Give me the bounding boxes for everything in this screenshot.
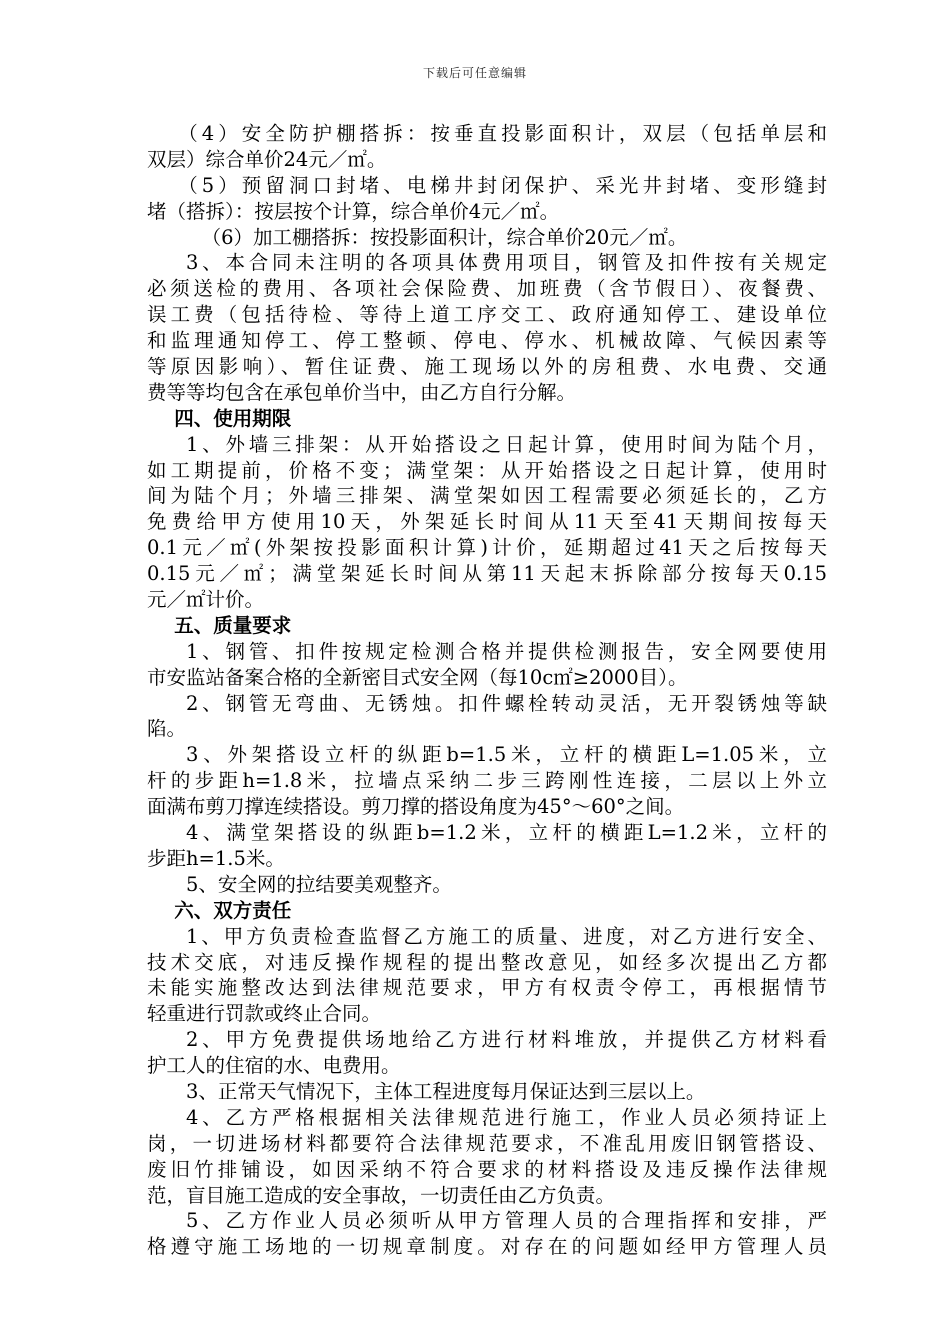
text-line: 5、乙方作业人员必须听从甲方管理人员的合理指挥和安排，严 <box>186 1209 827 1233</box>
text-line: （4）安全防护棚搭拆：按垂直投影面积计，双层（包括单层和 <box>178 122 827 145</box>
section-heading: 六、双方责任 <box>174 898 292 922</box>
text-line: 技术交底，对违反操作规程的提出整改意见，如经多次提出乙方都 <box>147 950 827 974</box>
text-line: 岗，一切进场材料都要符合法律规范要求，不准乱用废旧钢管搭设、 <box>147 1131 827 1155</box>
text-line: 市安监站备案合格的全新密目式安全网（每10c㎡≥2000目）。 <box>147 665 688 689</box>
text-line: 0.1元／㎡(外架按投影面积计算)计价，延期超过41天之后按每天 <box>147 536 827 560</box>
text-line: 3、正常天气情况下，主体工程进度每月保证达到三层以上。 <box>186 1079 706 1103</box>
text-line: 2、甲方免费提供场地给乙方进行材料堆放，并提供乙方材料看 <box>186 1028 827 1052</box>
text-line: （6）加工棚搭拆：按投影面积计，综合单价20元／㎡。 <box>201 225 688 249</box>
text-line: 4、满堂架搭设的纵距b=1.2米，立杆的横距L=1.2米，立杆的 <box>186 821 827 845</box>
text-line: 0.15元／㎡；满堂架延长时间从第11天起末拆除部分按每天0.15 <box>147 562 827 586</box>
section-heading: 五、质量要求 <box>174 613 292 637</box>
text-line: 元／㎡计价。 <box>147 588 265 612</box>
text-line: 护工人的住宿的水、电费用。 <box>147 1054 401 1078</box>
contract-body-text <box>147 121 827 1260</box>
text-line: 未能实施整改达到法律规范要求，甲方有权责令停工，再根据情节 <box>147 976 827 1000</box>
text-line: 3、外架搭设立杆的纵距b=1.5米，立杆的横距L=1.05米，立 <box>186 743 827 767</box>
text-line: 面满布剪刀撑连续搭设。剪刀撑的搭设角度为45°～60°之间。 <box>147 795 685 819</box>
text-line: 堵（搭拆）：按层按个计算，综合单价4元／㎡。 <box>147 199 560 223</box>
text-line: 必须送检的费用、各项社会保险费、加班费（含节假日）、夜餐费、 <box>147 277 827 301</box>
section-heading: 四、使用期限 <box>174 406 292 430</box>
text-line: 4、乙方严格根据相关法律规范进行施工，作业人员必须持证上 <box>186 1105 827 1129</box>
text-line: 5、安全网的拉结要美观整齐。 <box>186 872 452 896</box>
text-line: 2、钢管无弯曲、无锈烛。扣件螺栓转动灵活，无开裂锈烛等缺 <box>186 691 827 715</box>
text-line: 双层）综合单价24元／㎡。 <box>147 147 387 171</box>
text-line: 费等等均包含在承包单价当中，由乙方自行分解。 <box>147 380 577 404</box>
page-header-note: 下载后可任意编辑 <box>422 66 527 80</box>
text-line: 格遵守施工场地的一切规章制度。对存在的问题如经甲方管理人员 <box>147 1235 827 1259</box>
text-line: 免费给甲方使用10天，外架延长时间从11天至41天期间按每天 <box>147 510 827 534</box>
text-line: 3、本合同未注明的各项具体费用项目，钢管及扣件按有关规定 <box>186 251 827 275</box>
text-line: 轻重进行罚款或终止合同。 <box>147 1002 382 1026</box>
text-line: 步距h=1.5米。 <box>147 846 285 870</box>
text-line: 1、钢管、扣件按规定检测合格并提供检测报告，安全网要使用 <box>186 639 827 663</box>
text-line: 和监理通知停工、停工整顿、停电、停水、机械故障、气候因素等 <box>147 329 827 353</box>
text-line: 杆的步距h=1.8米，拉墙点采纳二步三跨刚性连接，二层以上外立 <box>147 769 827 793</box>
text-line: 1、外墙三排架：从开始搭设之日起计算，使用时间为陆个月， <box>186 432 827 456</box>
text-line: 陷。 <box>147 717 187 741</box>
text-line: 等原因影响）、暂住证费、施工现场以外的房租费、水电费、交通 <box>147 355 827 379</box>
text-line: 1、甲方负责检查监督乙方施工的质量、进度，对乙方进行安全、 <box>186 924 827 948</box>
text-line: 范，盲目施工造成的安全事故，一切责任由乙方负责。 <box>147 1183 616 1207</box>
text-line: 废旧竹排铺设，如因采纳不符合要求的材料搭设及违反操作法律规 <box>147 1157 827 1181</box>
text-line: 误工费（包括待检、等待上道工序交工、政府通知停工、建设单位 <box>147 303 827 327</box>
text-line: 如工期提前，价格不变；满堂架：从开始搭设之日起计算，使用时 <box>147 458 827 482</box>
text-line: （5）预留洞口封堵、电梯井封闭保护、采光井封堵、变形缝封 <box>178 173 827 197</box>
text-line: 间为陆个月；外墙三排架、满堂架如因工程需要必须延长的，乙方 <box>147 484 827 508</box>
